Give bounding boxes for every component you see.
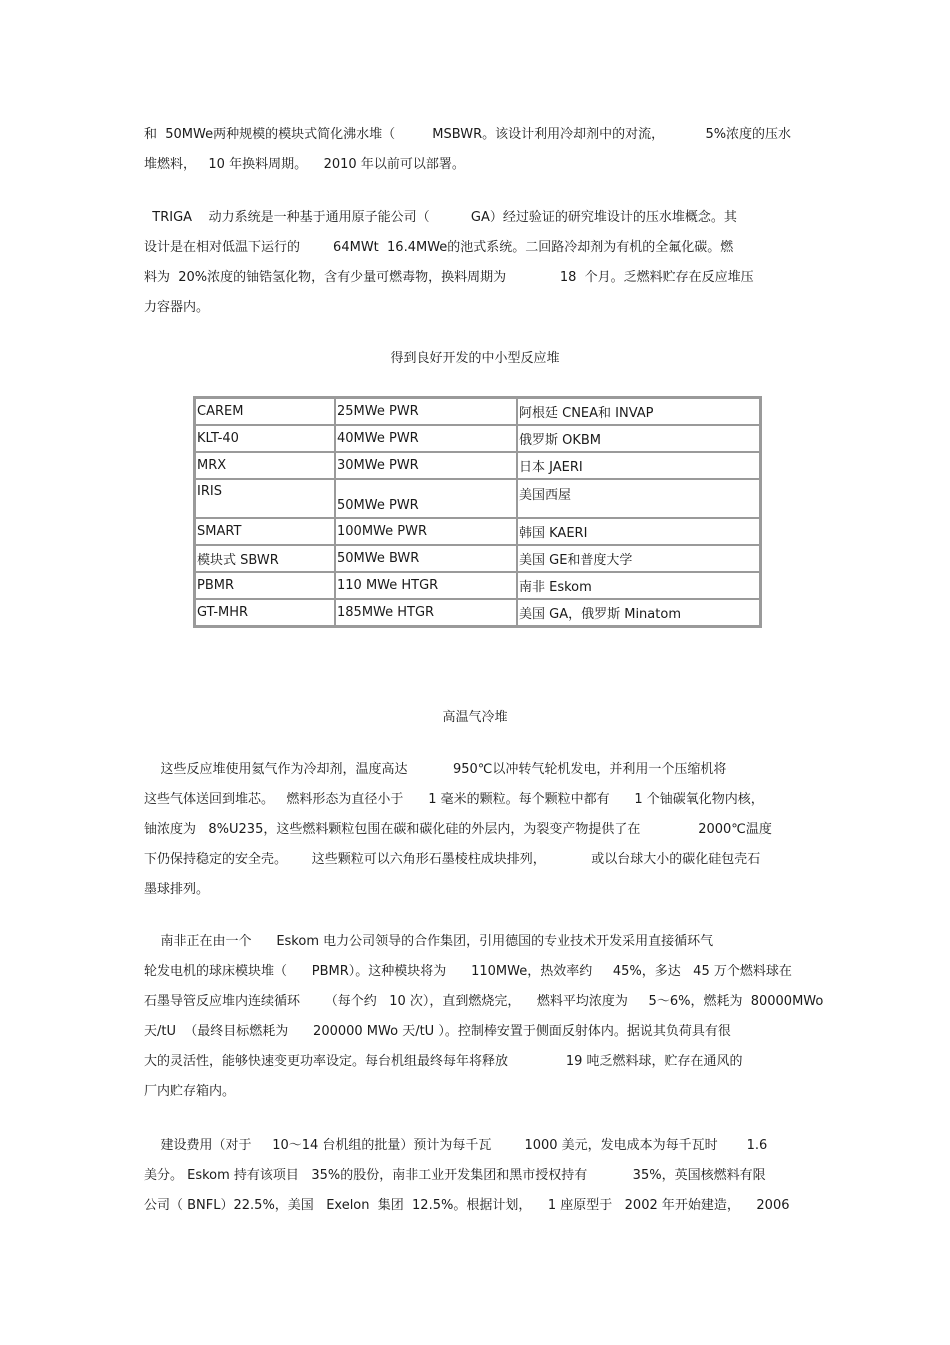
table-cell-power: 40MWe PWR bbox=[335, 425, 517, 452]
table-cell-power: 100MWe PWR bbox=[335, 518, 517, 545]
text-line: 下仍保持稳定的安全壳。 这些颗粒可以六角形石墨棱柱成块排列， 或以台球大小的碳化硅包壳石 bbox=[144, 852, 761, 867]
section-title: 高温气冷堆 bbox=[442, 710, 508, 725]
table-row bbox=[195, 425, 760, 452]
table-cell-power: 30MWe PWR bbox=[335, 452, 517, 479]
table-cell-name: CAREM bbox=[195, 398, 335, 425]
table-cell-name: GT-MHR bbox=[195, 599, 335, 626]
table-cell-developer: 美国 GE和普度大学 bbox=[517, 545, 760, 572]
table-row bbox=[195, 572, 760, 599]
table-cell-developer: 俄罗斯 OKBM bbox=[517, 425, 760, 452]
text-line: 和 50MWe两种规模的模块式简化沸水堆（ MSBWR。该设计利用冷却剂中的对流， 5%浓度的压水 bbox=[144, 127, 792, 142]
table-cell-developer: 南非 Eskom bbox=[517, 572, 760, 599]
table-cell-power: 50MWe PWR bbox=[335, 479, 517, 518]
reactor-table bbox=[193, 396, 762, 628]
table-cell-name: 模块式 SBWR bbox=[195, 545, 335, 572]
text-line: 这些反应堆使用氦气作为冷却剂，温度高达 950℃以冲转气轮机发电，并利用一个压缩机将 bbox=[144, 762, 727, 777]
text-line: 墨球排列。 bbox=[144, 882, 210, 897]
text-line: 石墨导管反应堆内连续循环 （每个约 10 次），直到燃烧完， 燃料平均浓度为 5～6%，燃耗为 80000MWo bbox=[144, 994, 824, 1009]
table-cell-developer: 美国 GA，俄罗斯 Minatom bbox=[517, 599, 760, 626]
table-cell-power: 50MWe BWR bbox=[335, 545, 517, 572]
text-line: 建设费用（对于 10～14 台机组的批量）预计为每千瓦 1000 美元，发电成本为每千瓦时 1.6 bbox=[144, 1138, 768, 1153]
text-line: 力容器内。 bbox=[144, 300, 210, 315]
table-title: 得到良好开发的中小型反应堆 bbox=[390, 351, 560, 366]
text-line: 轮发电机的球床模块堆（ PBMR）。这种模块将为 110MWe，热效率约 45%，多达 45 万个燃料球在 bbox=[144, 964, 792, 979]
table-cell-power: 25MWe PWR bbox=[335, 398, 517, 425]
table-cell-power: 110 MWe HTGR bbox=[335, 572, 517, 599]
table-row bbox=[195, 479, 760, 518]
text-line: 公司（ BNFL）22.5%，美国 Exelon 集团 12.5%。根据计划， 1 座原型于 2002 年开始建造， 2006 bbox=[144, 1198, 790, 1213]
text-line: 厂内贮存箱内。 bbox=[144, 1084, 236, 1099]
table-row bbox=[195, 518, 760, 545]
table-cell-name: IRIS bbox=[195, 479, 335, 518]
table-cell-name: PBMR bbox=[195, 572, 335, 599]
text-line: 大的灵活性，能够快速变更功率设定。每台机组最终每年将释放 19 吨乏燃料球，贮存在通风的 bbox=[144, 1054, 743, 1069]
text-line: 铀浓度为 8%U235，这些燃料颗粒包围在碳和碳化硅的外层内，为裂变产物提供了在 2000℃温度 bbox=[144, 822, 772, 837]
text-line: 南非正在由一个 Eskom 电力公司领导的合作集团，引用德国的专业技术开发采用直接循环气 bbox=[144, 934, 714, 949]
table-cell-developer: 日本 JAERI bbox=[517, 452, 760, 479]
table-cell-developer: 韩国 KAERI bbox=[517, 518, 760, 545]
table-row bbox=[195, 545, 760, 572]
text-line: 料为 20%浓度的铀锆氢化物，含有少量可燃毒物，换料周期为 18 个月。乏燃料贮存在反应堆压 bbox=[144, 270, 754, 285]
table-cell-name: MRX bbox=[195, 452, 335, 479]
text-line: 天/tU （最终目标燃耗为 200000 MWo 天/tU ）。控制棒安置于侧面反射体内。据说其负荷具有很 bbox=[144, 1024, 731, 1039]
text-line: 这些气体送回到堆芯。 燃料形态为直径小于 1 毫米的颗粒。每个颗粒中都有 1 个铀碳氧化物内核， bbox=[144, 792, 764, 807]
text-line: 美分。 Eskom 持有该项目 35%的股份，南非工业开发集团和黑市授权持有 35%，英国核燃料有限 bbox=[144, 1168, 766, 1183]
table-cell-developer: 美国西屋 bbox=[517, 479, 760, 518]
text-line: TRIGA 动力系统是一种基于通用原子能公司（ GA）经过验证的研究堆设计的压水堆概念。其 bbox=[144, 210, 737, 225]
table-cell-name: KLT-40 bbox=[195, 425, 335, 452]
table-cell-name: SMART bbox=[195, 518, 335, 545]
table-cell-developer: 阿根廷 CNEA和 INVAP bbox=[517, 398, 760, 425]
table-row bbox=[195, 452, 760, 479]
table-cell-power: 185MWe HTGR bbox=[335, 599, 517, 626]
text-line: 堆燃料， 10 年换料周期。 2010 年以前可以部署。 bbox=[144, 157, 465, 172]
table-row bbox=[195, 599, 760, 626]
text-line: 设计是在相对低温下运行的 64MWt 16.4MWe的池式系统。二回路冷却剂为有机的全氟化碳。燃 bbox=[144, 240, 734, 255]
table-row bbox=[195, 398, 760, 425]
